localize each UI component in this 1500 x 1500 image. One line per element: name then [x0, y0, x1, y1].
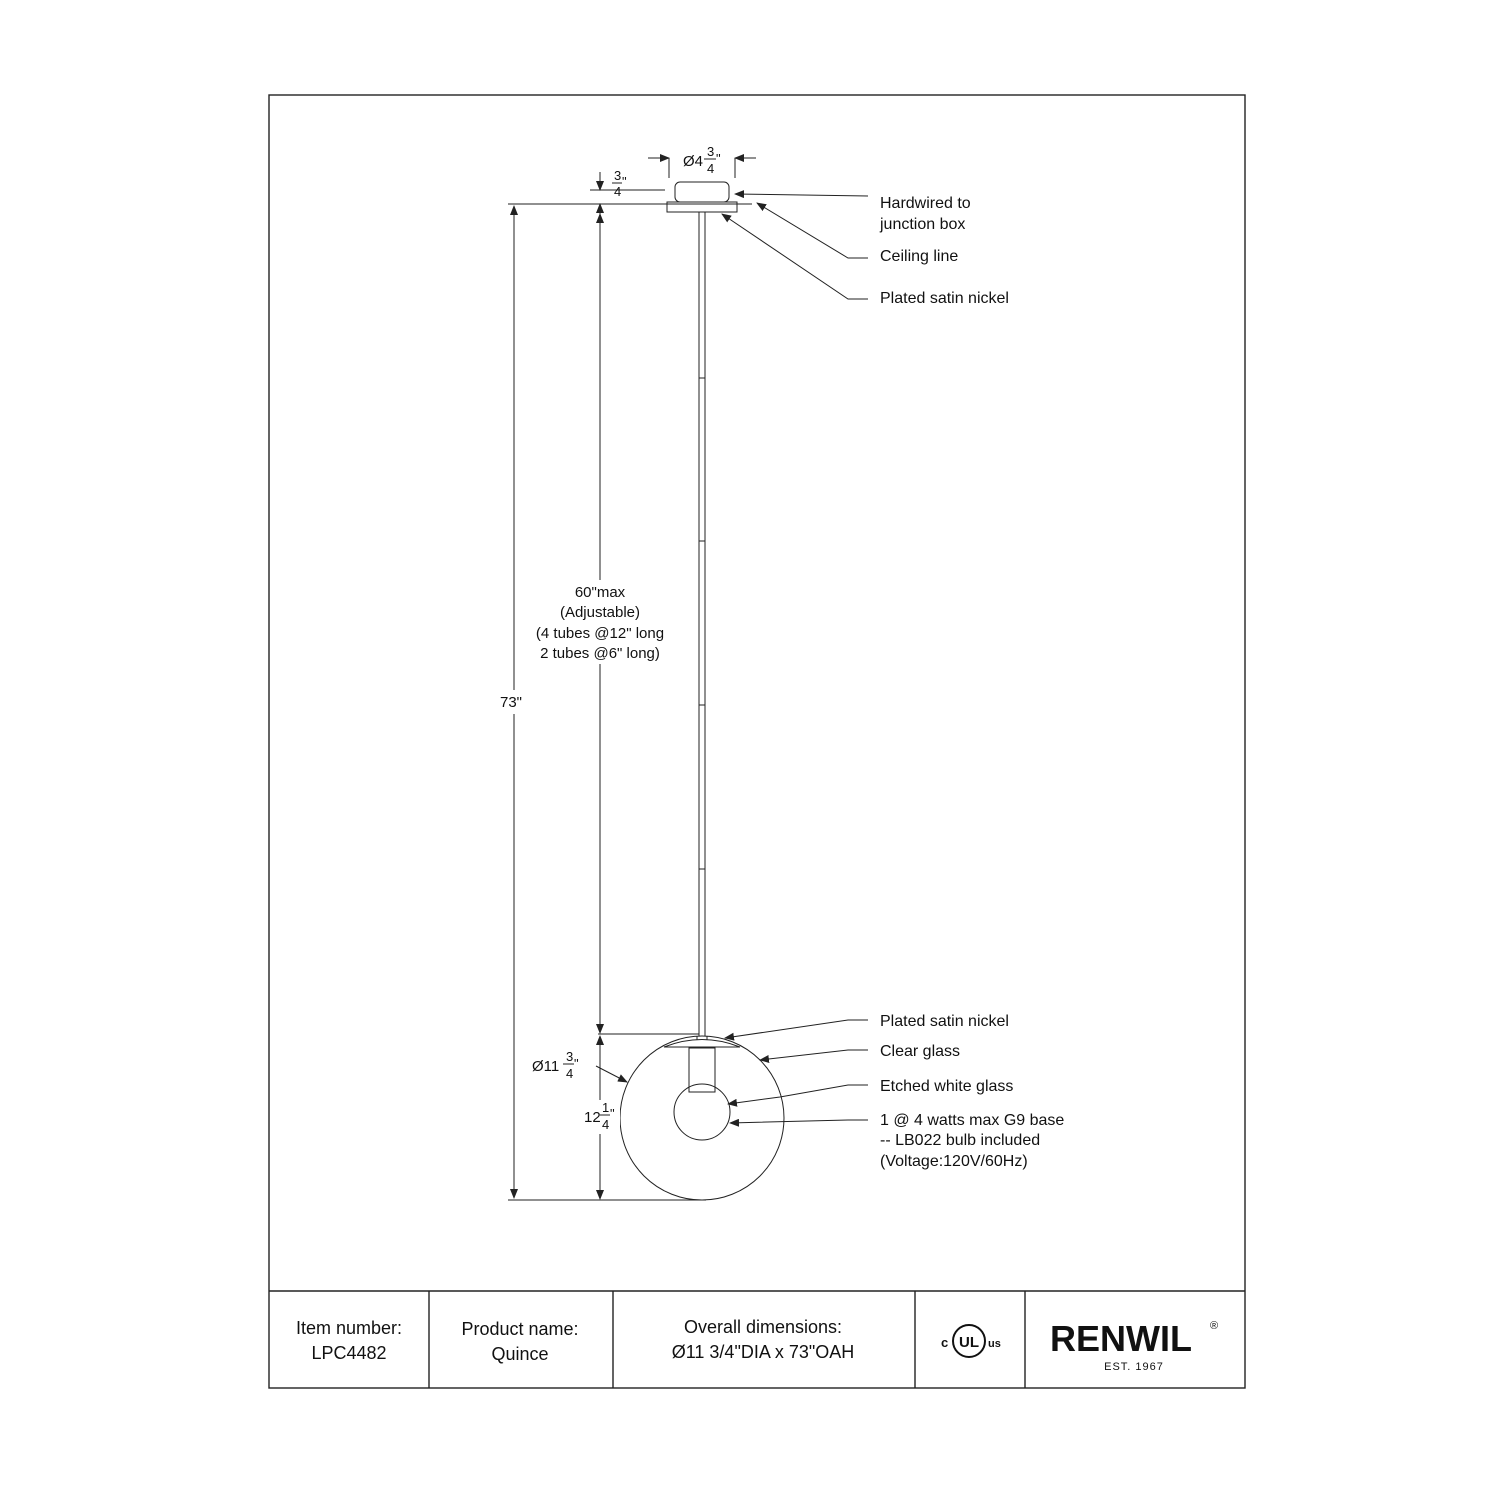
callout-hardwired-2: junction box — [880, 216, 966, 233]
bulb-note-3: (Voltage:120V/60Hz) — [880, 1153, 1028, 1170]
callout-ceiling-line: Ceiling line — [880, 248, 959, 265]
overall-dimensions-value: Ø11 3/4"DIA x 73"OAH — [671, 1342, 855, 1362]
canopy-box — [675, 182, 729, 202]
callout-plated-nickel-top: Plated satin nickel — [880, 290, 1009, 307]
leader-line — [730, 1120, 868, 1123]
item-number-value: LPC4482 — [311, 1343, 387, 1363]
globe-height-num: 1 — [602, 1100, 610, 1115]
canopy-diameter-prefix: Ø4 — [683, 153, 704, 170]
brand-wordmark: RENWIL — [1050, 1318, 1192, 1359]
callout-plated-nickel-bottom: Plated satin nickel — [880, 1013, 1009, 1030]
callouts-top — [722, 194, 1009, 307]
cul-us-certification-mark — [941, 1325, 1001, 1357]
canopy-diameter-num: 3 — [707, 144, 715, 159]
brand-registered-mark: ® — [1210, 1320, 1219, 1332]
product-name-label: Product name: — [461, 1319, 579, 1339]
globe-diameter-prefix: Ø11 — [532, 1058, 560, 1075]
bulb-note-2: -- LB022 bulb included — [880, 1132, 1041, 1149]
bulb-note-1: 1 @ 4 watts max G9 base — [880, 1112, 1065, 1129]
callout-etched-glass: Etched white glass — [880, 1078, 1014, 1095]
stem-length-line-2: (Adjustable) — [559, 604, 641, 621]
globe-height-prefix: 12 — [584, 1109, 601, 1126]
cul-c-text: c — [941, 1335, 949, 1350]
item-number-label: Item number: — [295, 1318, 403, 1338]
leader-line — [725, 1020, 868, 1038]
callouts-bottom — [725, 1013, 1064, 1170]
canopy-diameter-den: 4 — [707, 161, 715, 176]
fixture-drawing — [508, 182, 784, 1200]
cul-us-text: us — [988, 1338, 1001, 1350]
brand-established: EST. 1967 — [1104, 1361, 1164, 1373]
glass-globe — [620, 1036, 784, 1200]
globe-height-unit: " — [610, 1106, 615, 1121]
leader-line — [735, 194, 868, 196]
title-block — [296, 1317, 1218, 1373]
leader-line — [728, 1085, 868, 1104]
renwil-logo — [1050, 1318, 1218, 1373]
canopy-height-unit: " — [622, 174, 627, 189]
globe-diameter-den: 4 — [566, 1066, 574, 1081]
product-name-value: Quince — [491, 1344, 549, 1364]
canopy-height-num: 3 — [614, 168, 622, 183]
stem-length-line-1: 60"max — [574, 584, 626, 601]
leader-line — [757, 203, 868, 258]
canopy-height-den: 4 — [614, 184, 622, 199]
globe-diameter-num: 3 — [566, 1049, 574, 1064]
overall-dimensions-label: Overall dimensions: — [683, 1317, 843, 1337]
globe-height-den: 4 — [602, 1117, 610, 1132]
canopy-diameter-unit: " — [716, 151, 721, 166]
globe-diameter-unit: " — [574, 1056, 579, 1071]
leader-line — [596, 1066, 627, 1082]
leader-line — [760, 1050, 868, 1060]
stem-length-line-3: (4 tubes @12" long — [535, 625, 665, 642]
overall-height-label: 73" — [500, 694, 523, 711]
stem-length-line-4: 2 tubes @6" long) — [540, 645, 660, 662]
callout-clear-glass: Clear glass — [880, 1043, 961, 1060]
sheet-border — [269, 95, 1245, 1388]
ul-mark-text: UL — [959, 1334, 979, 1351]
callout-hardwired-1: Hardwired to — [880, 195, 971, 212]
